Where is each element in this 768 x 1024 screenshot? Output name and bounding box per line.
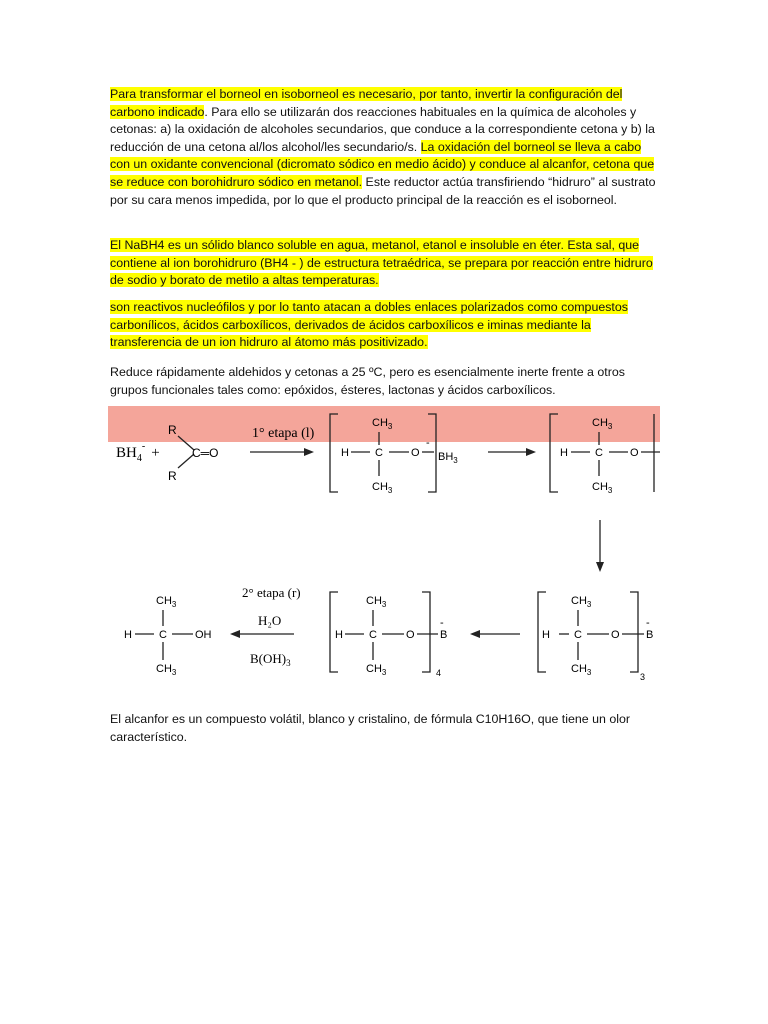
charge-minus: -: [440, 617, 444, 629]
arrowhead: [596, 562, 604, 572]
oxygen-atom: O: [630, 447, 639, 459]
highlighted-text: El NaBH4 es un sólido blanco soluble en agua, metanol, etanol e insoluble en éter. Esta sal, que contiene al ion borohidruro (BH4 - ) de estructura tetraédrica, se prepara por reacción entre hidruro de sodio y borato de metilo a altas temperaturas.: [110, 238, 653, 288]
carbon-atom: C: [375, 447, 383, 459]
plain-text: Reduce rápidamente aldehidos y cetonas a 25 ºC, pero es esencialmente inerte frente a otros grupos funcionales tales como: epóxidos, ésteres, lactonas y ácidos carboxílicos.: [110, 365, 625, 397]
arrowhead: [304, 448, 314, 456]
carbonyl-group: C═O: [192, 446, 219, 460]
charge-minus: -: [646, 617, 650, 629]
arrowhead: [526, 448, 536, 456]
boron-atom: B: [646, 629, 654, 641]
hydroxyl-group: OH: [195, 629, 212, 641]
paragraph-reduction-scope: [110, 364, 658, 399]
borane-group: $BH_3$: [438, 451, 458, 465]
r-group-label: R: [168, 423, 177, 437]
borohydride-ion: $BH_4^-$ +: [116, 441, 160, 464]
carbon-atom: C: [574, 629, 582, 641]
paragraph-nabh4-description: [110, 237, 658, 290]
methyl-group: $CH_3$: [366, 595, 387, 609]
highlighted-text: La oxidación del borneol se lleva a cabo con un oxidante convencional (dicromato sódico en medio ácido) y conduce al alcanfor, cetona que se reduce con borohidruro sódico en metanol.: [110, 139, 655, 189]
r-group-label: R: [168, 469, 177, 483]
methyl-group: $CH_3$: [156, 663, 177, 677]
charge-minus: -: [426, 437, 430, 449]
reagent-water: H₂O: [258, 613, 282, 628]
methyl-group: $CH_3$: [366, 663, 387, 677]
highlighted-text: son reactivos nucleófilos y por lo tanto atacan a dobles enlaces polarizados como compuestos carbonílicos, ácidos carboxílicos, derivados de ácidos carboxílicos e iminas mediante la transferencia de un ion hidruro al átomo más positivizado.: [110, 300, 628, 350]
bracket-subscript: 4: [436, 668, 442, 678]
methyl-group: $CH_3$: [372, 481, 393, 495]
hydrogen-atom: H: [335, 629, 343, 641]
methyl-group: $CH_3$: [156, 595, 177, 609]
paragraph-nucleophilic-reagents: [110, 299, 658, 352]
bracket-right: [630, 592, 638, 672]
methyl-group: $CH_3$: [372, 417, 393, 431]
methyl-group: $CH_3$: [571, 595, 592, 609]
hydrogen-atom: H: [341, 447, 349, 459]
bracket-right: [422, 592, 430, 672]
step1-label: 1° etapa (l): [252, 426, 315, 441]
methyl-group: $CH_3$: [571, 663, 592, 677]
reaction-scheme-diagram: [108, 406, 660, 698]
carbon-atom: C: [159, 629, 167, 641]
boron-atom: B: [440, 629, 448, 641]
arrowhead: [230, 630, 240, 638]
oxygen-atom: O: [406, 629, 415, 641]
step2-label: 2° etapa (r): [242, 585, 301, 600]
carbon-atom: C: [369, 629, 377, 641]
hydrogen-atom: H: [542, 629, 550, 641]
carbon-atom: C: [595, 447, 603, 459]
methyl-group: $CH_3$: [592, 481, 613, 495]
bracket-subscript: 3: [640, 672, 646, 682]
oxygen-atom: O: [611, 629, 620, 641]
arrowhead: [470, 630, 480, 638]
plain-text: El alcanfor es un compuesto volátil, blanco y cristalino, de fórmula C10H16O, que tiene un olor característico.: [110, 712, 631, 744]
methyl-group: $CH_3$: [592, 417, 613, 431]
plain-text: Este reductor actúa transfiriendo “hidruro” al sustrato por su cara menos impedida, por lo que el producto principal de la reacción es el isoborneol.: [110, 174, 656, 207]
hydrogen-atom: H: [560, 447, 568, 459]
highlighted-text: Para transformar el borneol en isoborneol es necesario, por tanto, invertir la configuración del carbono indicado: [110, 87, 623, 119]
plain-text: . Para ello se utilizarán dos reacciones habituales en la química de alcoholes y cetonas: a) la oxidación de alcoholes secundarios, que conduce a la correspondiente cetona y b) la reducción de una cetona al/los alcohol/les secundario/s.: [110, 104, 655, 154]
paragraph-camphor: [110, 711, 658, 746]
reagent-boric-acid: $B(OH)_3$: [250, 651, 291, 668]
oxygen-atom: O: [411, 447, 420, 459]
hydrogen-atom: H: [124, 629, 132, 641]
paragraph-borneol-transformation: [110, 86, 658, 209]
